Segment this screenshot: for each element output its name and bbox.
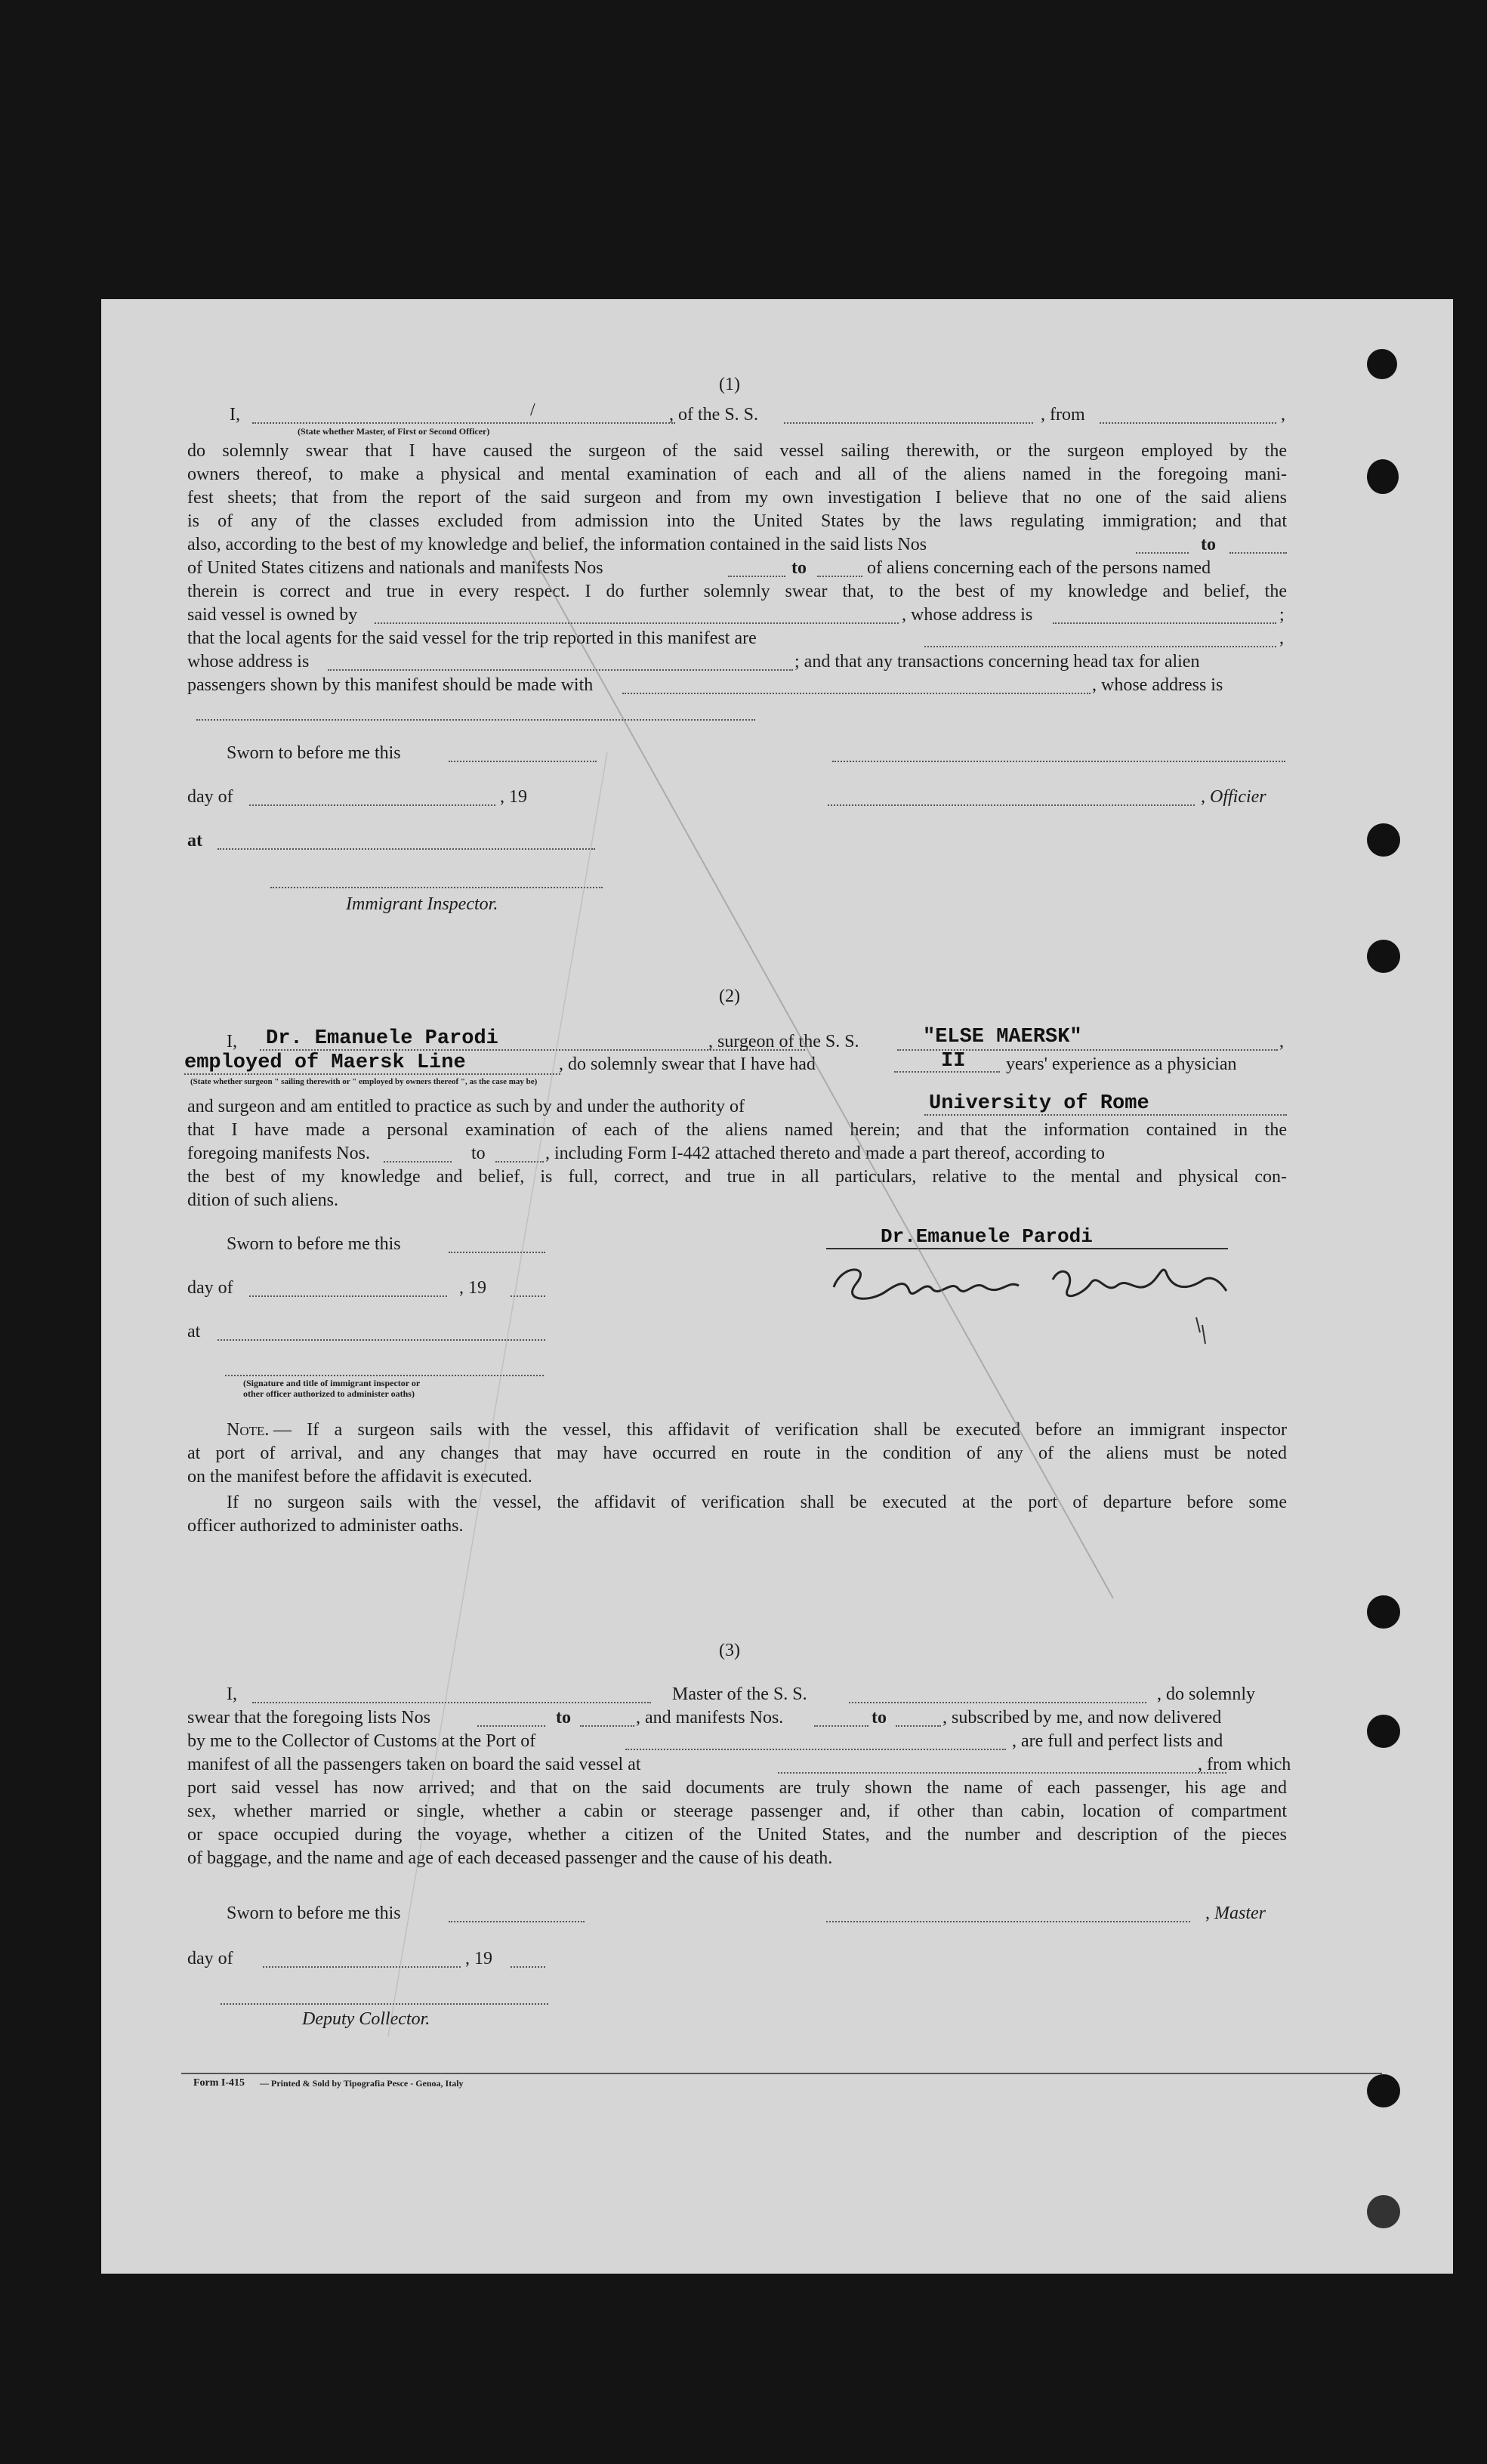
- s3-master: , Master: [1205, 1904, 1266, 1923]
- s3-line-4a: manifest of all the passengers taken on board the said vessel at: [187, 1755, 641, 1774]
- s1-note: (State whether Master, of First or Second Officer): [298, 426, 490, 437]
- section-1-number: (1): [719, 375, 740, 394]
- note-line-3: on the manifest before the affidavit is executed.: [187, 1467, 532, 1487]
- s3-line-8: of baggage, and the name and age of each deceased passenger and the cause of his death.: [187, 1848, 833, 1868]
- s1-line-9a: said vessel is owned by: [187, 605, 358, 625]
- s2-surgeon-name: Dr. Emanuele Parodi: [266, 1027, 498, 1050]
- punch-hole: [1367, 1715, 1400, 1748]
- s3-line-3a: by me to the Collector of Customs at the Port of: [187, 1731, 536, 1751]
- s3-line-5: port said vessel has now arrived; and that on the said documents are truly shown the name of each passenger, his age and: [187, 1778, 1287, 1798]
- s1-line-1c: , of the S. S.: [669, 405, 759, 425]
- s2-line-7: dition of such aliens.: [187, 1190, 338, 1210]
- s2-sig-caption-2: other officer authorized to administer oaths): [243, 1388, 415, 1399]
- section-2-number: (2): [719, 987, 740, 1006]
- punch-hole: [1367, 1595, 1400, 1629]
- s2-line-3a: and surgeon and am entitled to practice as such by and under the authority of: [187, 1097, 745, 1116]
- footer-printer: — Printed & Sold by Tipografia Pesce - Genoa, Italy: [260, 2078, 464, 2089]
- punch-hole: [1367, 940, 1400, 973]
- s1-line-11b: ; and that any transactions concerning head tax for alien: [794, 652, 1200, 672]
- s2-sworn: Sworn to before me this: [227, 1234, 401, 1254]
- s3-line-2e: , subscribed by me, and now delivered: [942, 1708, 1222, 1728]
- s2-line-6: the best of my knowledge and belief, is full, correct, and true in all particulars, relative to the mental and physical con-: [187, 1167, 1287, 1187]
- s2-line-5a: foregoing manifests Nos.: [187, 1144, 370, 1163]
- s1-line-12b: , whose address is: [1092, 675, 1223, 695]
- pen-stroke-marks: [101, 299, 1453, 2274]
- section-3-number: (3): [719, 1641, 740, 1660]
- s2-note: (State whether surgeon " sailing therewith or " employed by owners thereof ", as the case may be): [190, 1077, 538, 1086]
- s1-line-6a: also, according to the best of my knowledge and belief, the information contained in the said lists Nos: [187, 535, 927, 554]
- s2-line-4: that I have made a personal examination of each of the aliens named herein; and that the information contained in the: [187, 1120, 1287, 1140]
- s1-line-7c: of aliens concerning each of the persons named: [867, 558, 1211, 578]
- s1-officer: , Officier: [1201, 787, 1266, 807]
- note-line-5: officer authorized to administer oaths.: [187, 1516, 464, 1536]
- form-page: [101, 299, 1453, 2274]
- s1-line-5: is of any of the classes excluded from admission into the United States by the laws regulating immigration; and that: [187, 511, 1287, 531]
- s1-inspector: Immigrant Inspector.: [346, 894, 498, 914]
- s2-comma: ,: [1279, 1032, 1284, 1051]
- s1-line-8: therein is correct and true in every respect. I do further solemnly swear that, to the best of my knowledge and belief, the: [187, 582, 1287, 601]
- s3-nineteen: , 19: [465, 1949, 492, 1968]
- s1-line-10a: that the local agents for the said vessel for the trip reported in this manifest are: [187, 628, 757, 648]
- s1-line-12a: passengers shown by this manifest should be made with: [187, 675, 594, 695]
- punch-hole: [1367, 2074, 1400, 2107]
- s3-line-1a: I,: [227, 1684, 237, 1704]
- s3-line-3b: , are full and perfect lists and: [1012, 1731, 1223, 1751]
- note-line-4: If no surgeon sails with the vessel, the affidavit of verification shall be executed at the port of departure before some: [227, 1493, 1287, 1512]
- punch-hole: [1367, 349, 1397, 379]
- s1-line-1e: ,: [1281, 405, 1285, 425]
- footer-form-number: Form I-415: [193, 2077, 245, 2089]
- s3-sworn: Sworn to before me this: [227, 1904, 401, 1923]
- s1-line-3: owners thereof, to make a physical and mental examination of each and all of the aliens named in the foregoing mani-: [187, 465, 1287, 484]
- s2-employed: employed of Maersk Line: [184, 1051, 466, 1074]
- s3-line-4b: , from which: [1198, 1755, 1291, 1774]
- s2-nineteen: , 19: [459, 1278, 486, 1298]
- s2-i: I,: [227, 1032, 237, 1051]
- s3-line-6: sex, whether married or single, whether a cabin or steerage passenger and, if other than cabin, location of compartment: [187, 1802, 1287, 1821]
- s1-line-1a: I,: [230, 405, 240, 425]
- s2-ship-name: "ELSE MAERSK": [923, 1026, 1082, 1048]
- s1-nineteen: , 19: [500, 787, 527, 807]
- s3-line-7: or space occupied during the voyage, whether a citizen of the United States, and the number and description of the pieces: [187, 1825, 1287, 1845]
- s1-day: day of: [187, 787, 233, 807]
- s2-years-value: II: [941, 1050, 966, 1073]
- s2-surgeon-of: , surgeon of the S. S.: [708, 1032, 859, 1051]
- s2-day: day of: [187, 1278, 233, 1298]
- s3-line-2a: swear that the foregoing lists Nos: [187, 1708, 430, 1728]
- s2-line-5c: , including Form I-442 attached thereto and made a part thereof, according to: [545, 1144, 1106, 1163]
- s3-line-2d: to: [872, 1708, 887, 1728]
- punch-hole: [1367, 459, 1399, 494]
- s1-line-6b: to: [1201, 535, 1216, 554]
- s2-swear: , do solemnly swear that I have had: [559, 1054, 816, 1074]
- s1-line-10b: ,: [1279, 628, 1284, 648]
- note-label: Note.: [227, 1420, 270, 1440]
- s2-signature-typed: Dr.Emanuele Parodi: [881, 1225, 1093, 1248]
- s3-deputy: Deputy Collector.: [302, 2009, 430, 2029]
- note-line-1: — If a surgeon sails with the vessel, this affidavit of verification shall be executed before an immigrant inspector: [273, 1420, 1287, 1440]
- s2-authority: University of Rome: [929, 1092, 1149, 1115]
- s3-line-1c: , do solemnly: [1157, 1684, 1255, 1704]
- s1-slash-mark: /: [530, 400, 535, 420]
- s1-sworn: Sworn to before me this: [227, 743, 401, 763]
- s1-line-9c: ;: [1279, 605, 1285, 625]
- s1-line-7a: of United States citizens and nationals and manifests Nos: [187, 558, 603, 578]
- s3-day: day of: [187, 1949, 233, 1968]
- s2-sig-caption-1: (Signature and title of immigrant inspector or: [243, 1378, 421, 1388]
- s2-line-5b: to: [471, 1144, 486, 1163]
- s1-line-2: do solemnly swear that I have caused the surgeon of the said vessel sailing therewith, or the surgeon employed by the: [187, 441, 1287, 461]
- s3-line-2b: to: [556, 1708, 571, 1728]
- s1-line-9b: , whose address is: [902, 605, 1033, 625]
- s3-line-2c: , and manifests Nos.: [636, 1708, 784, 1728]
- punch-hole: [1367, 823, 1400, 857]
- s2-experience: years' experience as a physician: [1006, 1054, 1237, 1074]
- note-line-2: at port of arrival, and any changes that may have occurred en route in the condition of any of the aliens must be noted: [187, 1444, 1287, 1463]
- s1-line-1d: , from: [1041, 405, 1085, 425]
- punch-hole: [1367, 2195, 1400, 2228]
- s1-line-4: fest sheets; that from the report of the said surgeon and from my own investigation I believe that no one of the said aliens: [187, 488, 1287, 508]
- s1-line-7b: to: [791, 558, 807, 578]
- s3-line-1b: Master of the S. S.: [672, 1684, 807, 1704]
- s2-at: at: [187, 1322, 201, 1342]
- s1-at: at: [187, 831, 202, 851]
- s1-line-11a: whose address is: [187, 652, 310, 672]
